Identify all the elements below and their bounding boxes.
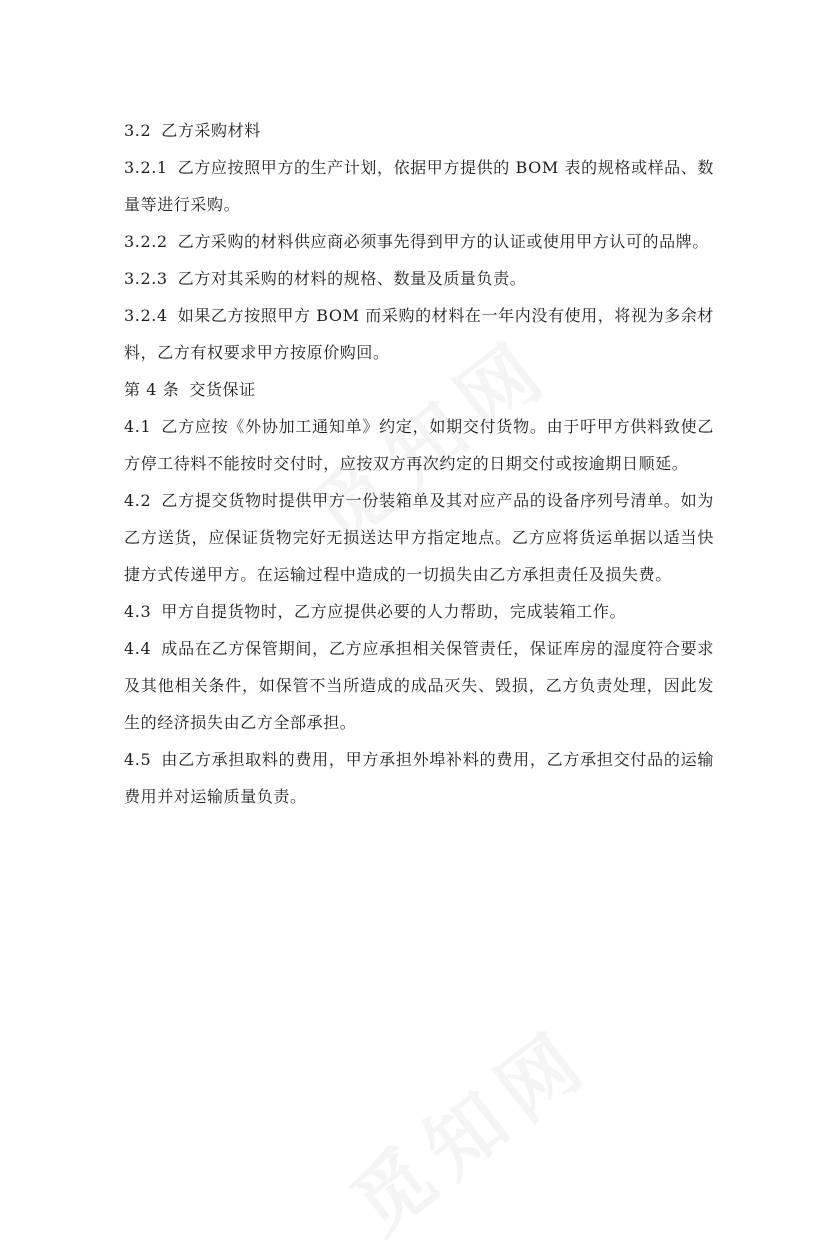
paragraph-4-5	[124, 741, 714, 815]
clause-text: 成品在乙方保管期间，乙方应承担相关保管责任，保证库房的湿度符合要求及其他相关条件，如保管不当所造成的成品灭失、毁损，乙方负责处理，因此发生的经济损失由乙方全部承担。	[124, 639, 714, 732]
clause-text: 乙方采购的材料供应商必须事先得到甲方的认证或使用甲方认可的品牌。	[177, 232, 709, 251]
clause-text: 甲方自提货物时，乙方应提供必要的人力帮助，完成装箱工作。	[161, 602, 627, 621]
clause-number: 3.2.1	[124, 158, 168, 177]
clause-number: 4.1	[124, 417, 152, 436]
paragraph-4-1	[124, 408, 714, 482]
paragraph-4-4	[124, 630, 714, 741]
paragraph-3-2-3	[124, 260, 714, 297]
clause-text: 乙方应按《外协加工通知单》约定，如期交付货物。由于吁甲方供料致使乙方停工待料不能按时交付时，应按双方再次约定的日期交付或按逾期日顺延。	[124, 417, 714, 473]
clause-number: 3.2.2	[124, 232, 168, 251]
watermark	[325, 997, 611, 1255]
clause-text: 如果乙方按照甲方 BOM 而采购的材料在一年内没有使用，将视为多余材料，乙方有权要求甲方按原价购回。	[124, 306, 714, 362]
paragraph-4-3	[124, 593, 714, 630]
paragraph-3-2-4	[124, 297, 714, 371]
clause-text: 乙方应按照甲方的生产计划，依据甲方提供的 BOM 表的规格或样品、数量等进行采购。	[124, 158, 714, 214]
paragraph-3-2	[124, 112, 714, 149]
paragraph-3-2-1	[124, 149, 714, 223]
clause-number: 3.2.3	[124, 269, 168, 288]
clause-text: 乙方对其采购的材料的规格、数量及质量负责。	[177, 269, 527, 288]
clause-number: 4.4	[124, 639, 152, 658]
document-body	[124, 112, 714, 815]
clause-number: 4.5	[124, 750, 152, 769]
clause-number: 3.2	[124, 121, 152, 140]
clause-text: 由乙方承担取料的费用，甲方承担外埠补料的费用，乙方承担交付品的运输费用并对运输质量负责。	[124, 750, 714, 806]
clause-text: 乙方采购材料	[161, 121, 261, 140]
clause-number: 3.2.4	[124, 306, 168, 325]
paragraph-3-2-2	[124, 223, 714, 260]
paragraph-4-2	[124, 482, 714, 593]
clause-text: 交货保证	[189, 380, 256, 399]
clause-text: 乙方提交货物时提供甲方一份装箱单及其对应产品的设备序列号清单。如为乙方送货，应保证货物完好无损送达甲方指定地点。乙方应将货运单据以适当快捷方式传递甲方。在运输过程中造成的一切损失由乙方承担责任及损失费。	[124, 491, 714, 584]
clause-number: 4.3	[124, 602, 152, 621]
clause-number: 4.2	[124, 491, 152, 510]
clause-number: 第 4 条	[124, 380, 180, 399]
article-4-heading	[124, 371, 714, 408]
